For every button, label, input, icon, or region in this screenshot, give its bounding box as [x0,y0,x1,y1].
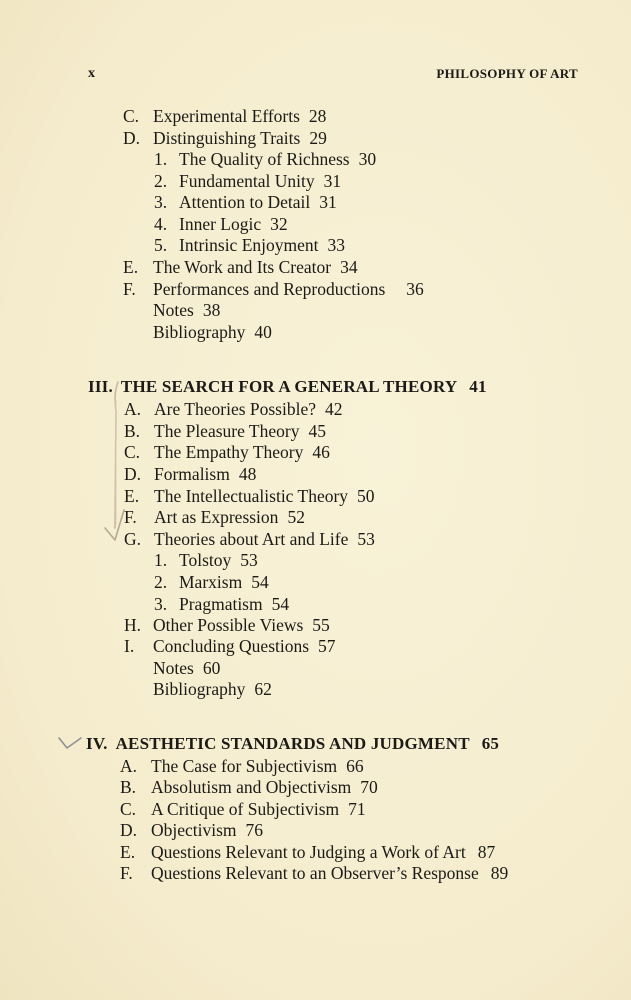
toc-entry [120,862,508,884]
toc-notes [153,657,220,679]
entry-title: Objectivism [151,820,237,840]
entry-page: 41 [469,377,487,396]
entry-title: Concluding Questions [153,636,310,656]
entry-page: 66 [346,756,364,776]
entry-title: The Work and Its Creator [153,257,332,277]
entry-label: D. [123,128,141,148]
entry-label: C. [120,799,137,819]
toc-entry [124,398,343,420]
entry-page: 54 [251,572,269,592]
entry-label: B. [124,421,141,441]
entry-page: 87 [477,842,496,862]
toc-bibliography [153,678,272,700]
entry-page: 28 [308,106,327,126]
entry-title: The Quality of Richness [179,149,350,169]
entry-title: The Case for Subjectivism [151,756,338,776]
entry-label: D. [124,464,142,484]
entry-title: Pragmatism [179,594,263,614]
entry-title: A Critique of Subjectivism [151,799,340,819]
entry-label: B. [120,777,137,797]
toc-subentry [154,593,289,615]
entry-page: 31 [323,171,342,191]
entry-title: Art as Expression [154,507,279,527]
entry-page: 50 [357,486,375,506]
entry-title: The Intellectualistic Theory [154,486,349,506]
toc-chapter-heading [86,733,499,755]
entry-page: 29 [309,128,327,148]
entry-label: 4. [154,214,168,234]
entry-label: 3. [154,594,168,614]
toc-subentry [154,213,288,235]
entry-page: 45 [308,421,326,441]
entry-page: 55 [312,615,330,635]
entry-page: 60 [202,658,221,678]
entry-label: 2. [154,171,168,191]
entry-page: 38 [202,300,221,320]
entry-title: Inner Logic [179,214,262,234]
entry-title: Marxism [179,572,243,592]
entry-title: Theories about Art and Life [154,529,349,549]
page-number: x [88,66,96,81]
entry-page: 71 [348,799,366,819]
entry-title: Attention to Detail [179,192,311,212]
running-title: PHILOSOPHY OF ART [436,66,578,81]
entry-page: 36 [406,279,424,299]
toc-entry [124,441,330,463]
toc-subentry [154,191,337,213]
toc-entry [124,420,326,442]
entry-title: Experimental Efforts [153,106,300,126]
toc-entry [120,755,364,777]
toc-entry [123,127,327,149]
entry-page: 76 [245,820,264,840]
toc-notes [153,299,220,321]
toc-entry [124,485,375,507]
pencil-check-mark [57,734,83,752]
entry-title: Questions Relevant to Judging a Work of Art [151,842,466,862]
entry-label: F. [120,863,133,883]
entry-page: 31 [319,192,337,212]
toc-entry [123,105,326,127]
toc-entry [123,256,358,278]
entry-label: F. [124,507,137,527]
entry-title: Bibliography [153,679,246,699]
chapter-title: THE SEARCH FOR A GENERAL THEORY [120,377,458,396]
entry-page: 40 [254,322,272,342]
entry-page: 42 [325,399,343,419]
toc-entry [120,798,366,820]
toc-subentry [154,234,345,256]
entry-page: 53 [357,529,375,549]
entry-label: 2. [154,572,168,592]
entry-page: 53 [240,550,258,570]
entry-label: 1. [154,149,168,169]
entry-title: Are Theories Possible? [154,399,317,419]
toc-subentry [154,170,341,192]
entry-page: 34 [340,257,358,277]
entry-page: 57 [318,636,336,656]
entry-page: 30 [358,149,377,169]
entry-label: C. [123,106,140,126]
entry-title: The Empathy Theory [154,442,304,462]
toc-entry [124,614,330,636]
toc-entry [124,528,375,550]
entry-page: 70 [360,777,378,797]
entry-page: 32 [270,214,288,234]
entry-page: 46 [312,442,330,462]
entry-title: Formalism [154,464,230,484]
entry-title: Distinguishing Traits [153,128,301,148]
entry-page: 48 [238,464,257,484]
entry-title: Questions Relevant to an Observer’s Response [151,863,479,883]
entry-title: Other Possible Views [153,615,304,635]
entry-label: 5. [154,235,168,255]
toc-subentry [154,148,376,170]
entry-title: Intrinsic Enjoyment [179,235,319,255]
chapter-number: IV. [86,734,108,753]
toc-entry [124,463,256,485]
entry-page: 52 [287,507,305,527]
toc-subentry [154,549,258,571]
toc-bibliography [153,321,272,343]
entry-label: F. [123,279,136,299]
entry-label: A. [124,399,142,419]
entry-title: The Pleasure Theory [154,421,300,441]
toc-chapter-heading [88,376,487,398]
entry-title: Tolstoy [179,550,232,570]
entry-page: 33 [327,235,345,255]
toc-entry [124,506,305,528]
entry-label: A. [120,756,138,776]
chapter-title: AESTHETIC STANDARDS AND JUDGMENT [115,734,470,753]
toc-subentry [154,571,269,593]
entry-label: E. [123,257,139,277]
entry-page: 62 [254,679,272,699]
toc-entry [120,841,495,863]
entry-page: 54 [271,594,290,614]
entry-label: H. [124,615,142,635]
entry-label: G. [124,529,142,549]
entry-title: Notes [153,658,194,678]
entry-title: Absolutism and Objectivism [151,777,352,797]
entry-label: E. [124,486,140,506]
entry-title: Fundamental Unity [179,171,315,191]
entry-label: I. [124,636,135,656]
toc-entry [123,278,424,300]
entry-title: Notes [153,300,194,320]
entry-page: 65 [481,734,500,753]
toc-entry [120,819,263,841]
toc-entry [124,635,336,657]
chapter-number: III. [88,377,113,396]
entry-label: D. [120,820,138,840]
entry-title: Bibliography [153,322,246,342]
entry-label: 3. [154,192,168,212]
entry-page: 89 [490,863,509,883]
entry-label: E. [120,842,136,862]
entry-title: Performances and Reproductions [153,279,386,299]
entry-label: C. [124,442,141,462]
toc-entry [120,776,378,798]
entry-label: 1. [154,550,168,570]
